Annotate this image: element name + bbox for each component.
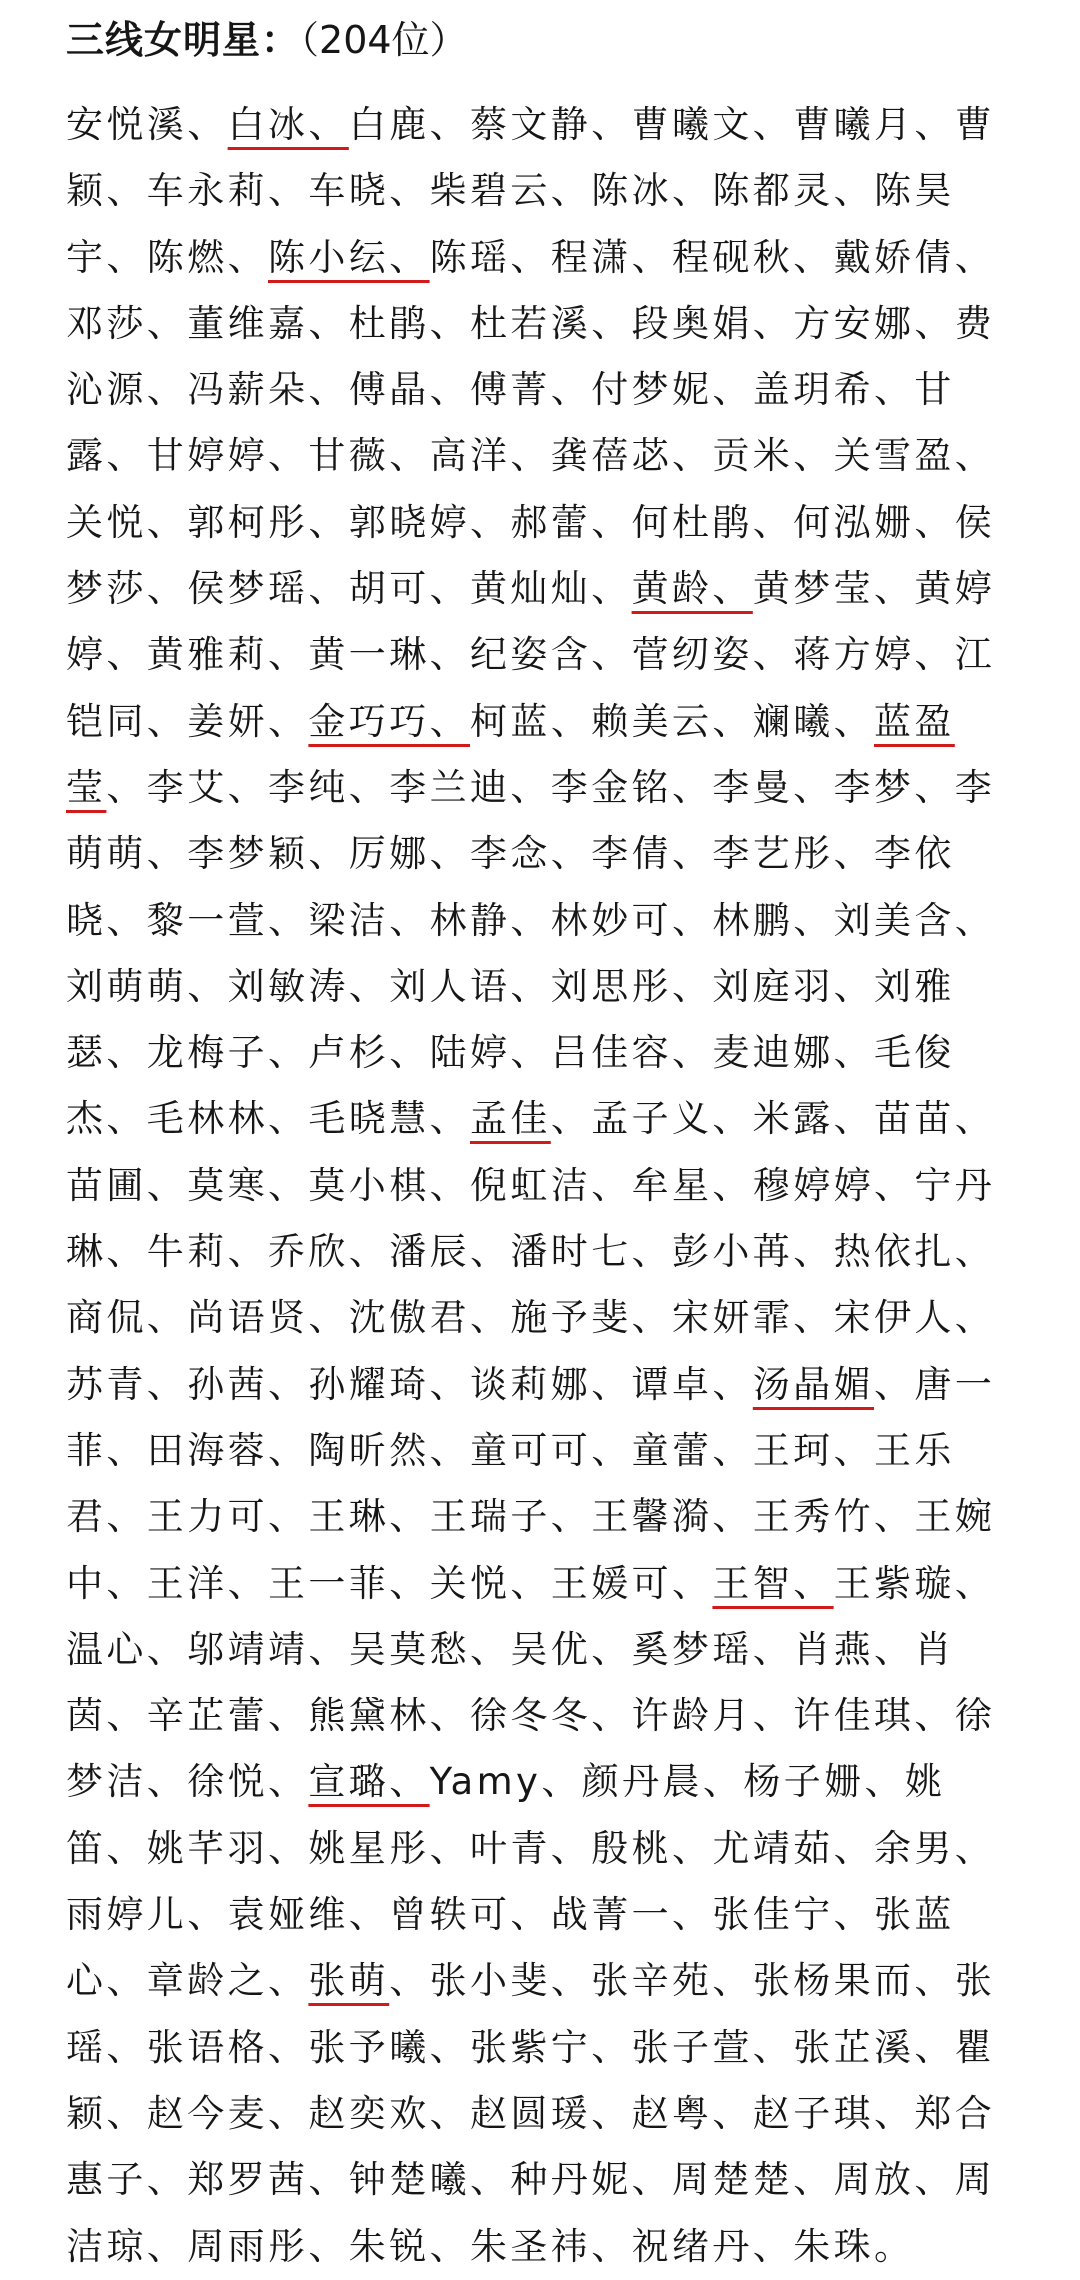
- text-line: [66, 1683, 1006, 1749]
- name-text: 杰、毛林林、毛晓慧、: [66, 1097, 470, 1141]
- text-line: [66, 2015, 1006, 2081]
- name-text: 惠子、郑罗茜、钟楚曦、种丹妮、周楚楚、周放、周: [66, 2158, 996, 2202]
- name-text: 黄梦莹、黄婷: [752, 567, 996, 611]
- text-line: [66, 490, 1006, 556]
- name-text: 心、章龄之、: [66, 1959, 309, 2003]
- name-text: 梦洁、徐悦、: [66, 1760, 309, 1804]
- text-line: [66, 755, 1006, 821]
- name-text: 苏青、孙茜、孙耀琦、谈莉娜、谭卓、: [66, 1362, 753, 1406]
- name-text: 露、甘婷婷、甘薇、高洋、龚蓓苾、贡米、关雪盈、: [66, 434, 996, 478]
- text-line: [66, 225, 1006, 291]
- underlined-name: 黄龄、: [631, 567, 753, 611]
- text-line: [66, 2214, 1006, 2280]
- underlined-name: 孟佳: [470, 1097, 551, 1141]
- name-text: 笛、姚芊羽、姚星彤、叶青、殷桃、尤靖茹、余男、: [66, 1826, 996, 1870]
- text-line: [66, 357, 1006, 423]
- underlined-name: 张萌: [308, 1959, 390, 2003]
- name-text: 苗圃、莫寒、莫小棋、倪虹洁、牟星、穆婷婷、宁丹: [66, 1163, 996, 1207]
- name-text: 菲、田海蓉、陶昕然、童可可、童蕾、王珂、王乐: [66, 1428, 955, 1472]
- text-line: [66, 1484, 1006, 1550]
- name-text: 宇、陈燃、: [66, 235, 268, 279]
- title-count: （204位）: [300, 18, 468, 62]
- text-line: [66, 1882, 1006, 1948]
- text-line: [66, 1749, 1006, 1815]
- underlined-name: 宣璐、: [308, 1760, 430, 1804]
- name-list: [66, 92, 1006, 2280]
- text-line: [66, 291, 1006, 357]
- name-text: 柯蓝、赖美云、斓曦、: [470, 699, 875, 743]
- name-text: 琳、牛莉、乔欣、潘辰、潘时七、彭小苒、热依扎、: [66, 1230, 996, 1274]
- text-line: [66, 423, 1006, 489]
- text-line: [66, 1285, 1006, 1351]
- text-line: [66, 556, 1006, 622]
- name-text: 温心、邬靖靖、吴莫愁、吴优、奚梦瑶、肖燕、肖: [66, 1627, 955, 1671]
- text-line: [66, 821, 1006, 887]
- name-text: 颖、赵今麦、赵奕欢、赵圆瑗、赵粤、赵子琪、郑合: [66, 2091, 996, 2135]
- name-text: Yamy、颜丹晨、杨子姗、姚: [429, 1760, 946, 1804]
- name-text: 邓莎、董维嘉、杜鹃、杜若溪、段奥娟、方安娜、费: [66, 301, 996, 345]
- text-line: [66, 954, 1006, 1020]
- name-text: 茵、辛芷蕾、熊黛林、徐冬冬、许龄月、许佳琪、徐: [66, 1694, 996, 1738]
- text-line: [66, 689, 1006, 755]
- name-text: 瑶、张语格、张予曦、张紫宁、张子萱、张芷溪、瞿: [66, 2025, 996, 2069]
- name-text: 君、王力可、王琳、王瑞子、王馨漪、王秀竹、王婉: [66, 1495, 996, 1539]
- name-text: 陈瑶、程潇、程砚秋、戴娇倩、: [429, 235, 996, 279]
- text-line: [66, 622, 1006, 688]
- name-text: 安悦溪、: [66, 103, 228, 146]
- text-line: [66, 1816, 1006, 1882]
- name-text: 白鹿、蔡文静、曹曦文、曹曦月、曹: [348, 103, 996, 146]
- name-text: 沁源、冯薪朵、傅晶、傅菁、付梦妮、盖玥希、甘: [66, 368, 955, 412]
- name-text: 铠同、姜妍、: [66, 699, 309, 743]
- underlined-name: 金巧巧、: [308, 699, 471, 743]
- name-text: 晓、黎一萱、梁洁、林静、林妙可、林鹏、刘美含、: [66, 898, 996, 942]
- text-line: [66, 1352, 1006, 1418]
- text-line: [66, 1948, 1006, 2014]
- underlined-name: 莹: [66, 765, 107, 809]
- page-title: [66, 12, 468, 68]
- name-text: 中、王洋、王一菲、关悦、王媛可、: [66, 1561, 713, 1605]
- text-line: [66, 2147, 1006, 2213]
- underlined-name: 白冰、: [227, 103, 349, 146]
- name-text: 颖、车永莉、车晓、柴碧云、陈冰、陈都灵、陈昊: [66, 169, 955, 213]
- text-line: [66, 1418, 1006, 1484]
- text-line: [66, 158, 1006, 224]
- name-text: 、李艾、李纯、李兰迪、李金铭、李曼、李梦、李: [106, 765, 996, 809]
- underlined-name: 汤晶媚: [752, 1362, 875, 1406]
- name-text: 关悦、郭柯彤、郭晓婷、郝蕾、何杜鹃、何泓姗、侯: [66, 500, 996, 544]
- name-text: 梦莎、侯梦瑶、胡可、黄灿灿、: [66, 567, 632, 611]
- text-line: [66, 1086, 1006, 1152]
- text-line: [66, 1020, 1006, 1086]
- text-line: [66, 888, 1006, 954]
- name-text: 王紫璇、: [833, 1561, 996, 1605]
- name-text: 商侃、尚语贤、沈傲君、施予斐、宋妍霏、宋伊人、: [66, 1296, 996, 1340]
- name-text: 洁琼、周雨彤、朱锐、朱圣祎、祝绪丹、朱珠。: [66, 2224, 915, 2268]
- text-line: [66, 1617, 1006, 1683]
- underlined-name: 蓝盈: [874, 699, 955, 743]
- text-line: [66, 1551, 1006, 1617]
- text-line: [66, 1219, 1006, 1285]
- text-line: [66, 92, 1006, 158]
- text-line: [66, 2081, 1006, 2147]
- name-text: 萌萌、李梦颖、厉娜、李念、李倩、李艺彤、李依: [66, 832, 955, 876]
- text-line: [66, 1153, 1006, 1219]
- underlined-name: 陈小纭、: [268, 235, 430, 279]
- name-text: 、张小斐、张辛苑、张杨果而、张: [389, 1959, 996, 2003]
- name-text: 刘萌萌、刘敏涛、刘人语、刘思彤、刘庭羽、刘雅: [66, 964, 955, 1008]
- name-text: 、唐一: [874, 1362, 996, 1406]
- name-text: 雨婷儿、袁娅维、曾轶可、战菁一、张佳宁、张蓝: [66, 1893, 955, 1937]
- name-text: 、孟子义、米露、苗苗、: [550, 1097, 996, 1141]
- name-text: 瑟、龙梅子、卢杉、陆婷、吕佳容、麦迪娜、毛俊: [66, 1031, 955, 1075]
- name-text: 婷、黄雅莉、黄一琳、纪姿含、菅纫姿、蒋方婷、江: [66, 633, 996, 677]
- underlined-name: 王智、: [712, 1561, 834, 1605]
- title-label: 三线女明星：: [66, 18, 301, 62]
